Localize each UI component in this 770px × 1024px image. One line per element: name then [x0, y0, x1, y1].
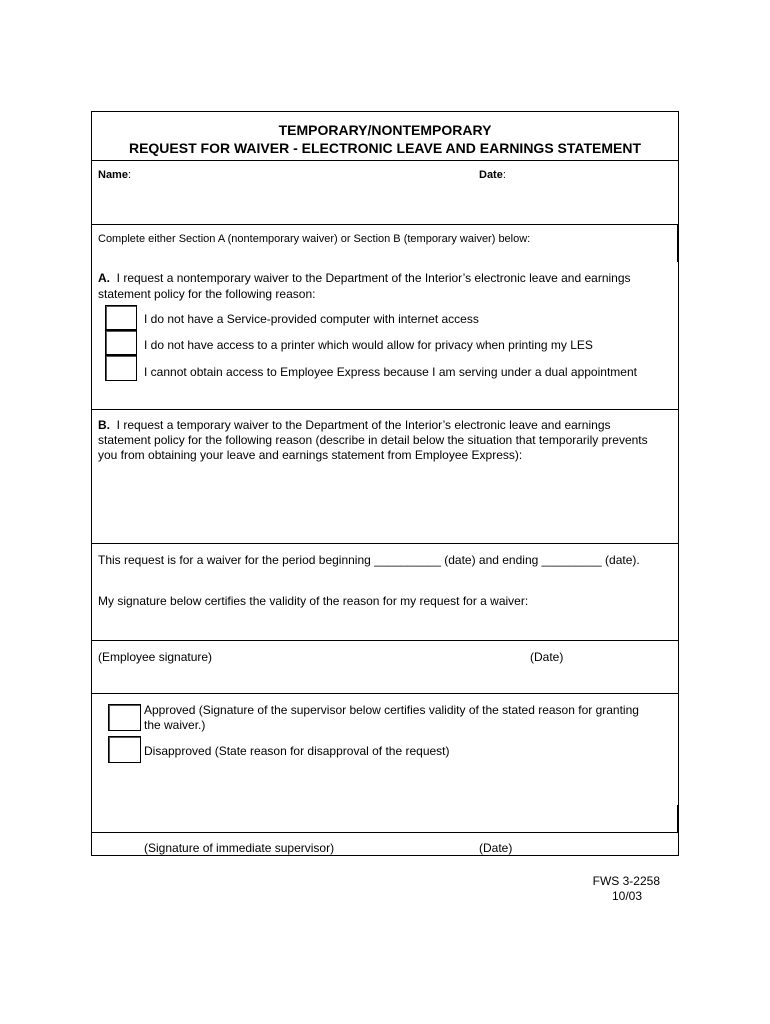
divider: [92, 409, 678, 410]
form-title-line2: REQUEST FOR WAIVER - ELECTRONIC LEAVE AND EARNINGS STATEMENT: [128, 140, 642, 156]
divider: [92, 693, 678, 694]
employee-date-label: (Date): [530, 650, 564, 664]
form-number: FWS 3-2258: [592, 874, 660, 888]
divider: [92, 543, 678, 544]
disapproved-text: Disapproved (State reason for disapproval of the request): [144, 744, 450, 758]
approved-line1: Approved (Signature of the supervisor below certifies validity of the stated reason for granting: [144, 703, 639, 717]
checkbox-approved[interactable]: [108, 704, 141, 731]
divider: [92, 224, 678, 225]
edge-mark: [677, 805, 679, 832]
waiver-period-text: This request is for a waiver for the period beginning __________ (date) and ending _________ (date).: [98, 553, 640, 567]
date-label: Date:: [479, 169, 506, 181]
supervisor-signature-label: (Signature of immediate supervisor): [144, 841, 335, 855]
certify-text: My signature below certifies the validity of the reason for my request for a waiver:: [98, 594, 529, 608]
checkbox-dual-appointment[interactable]: [105, 355, 137, 381]
section-b-line2: statement policy for the following reason (describe in detail below the situation that temporarily prevents: [98, 433, 648, 447]
divider: [92, 832, 678, 833]
employee-signature-label: (Employee signature): [98, 650, 213, 664]
form-revision-date: 10/03: [611, 889, 642, 903]
section-b-line3: you from obtaining your leave and earnings statement from Employee Express):: [98, 448, 523, 462]
checkbox-disapproved[interactable]: [108, 736, 141, 763]
waiver-form: [91, 111, 679, 856]
option-no-printer: I do not have access to a printer which would allow for privacy when printing my LES: [144, 338, 593, 352]
supervisor-date-label: (Date): [479, 841, 513, 855]
name-label: Name:: [98, 169, 132, 181]
form-title-line1: TEMPORARY/NONTEMPORARY: [278, 122, 492, 138]
section-b-line1: B. I request a temporary waiver to the Department of the Interior’s electronic leave and earnings: [98, 418, 611, 432]
instructions-text: Complete either Section A (nontemporary waiver) or Section B (temporary waiver) below:: [98, 233, 531, 245]
approved-line2: the waiver.): [144, 718, 206, 732]
option-no-computer: I do not have a Service-provided computer with internet access: [144, 312, 479, 326]
divider: [92, 160, 678, 161]
edge-mark: [677, 224, 679, 262]
section-a-line2: statement policy for the following reason:: [98, 287, 316, 301]
section-a-line1: A. I request a nontemporary waiver to the Department of the Interior’s electronic leave and earnings: [98, 271, 631, 285]
checkbox-no-printer[interactable]: [105, 330, 137, 355]
divider: [92, 640, 678, 641]
option-dual-appointment: I cannot obtain access to Employee Express because I am serving under a dual appointment: [144, 365, 637, 379]
checkbox-no-computer[interactable]: [105, 305, 137, 330]
